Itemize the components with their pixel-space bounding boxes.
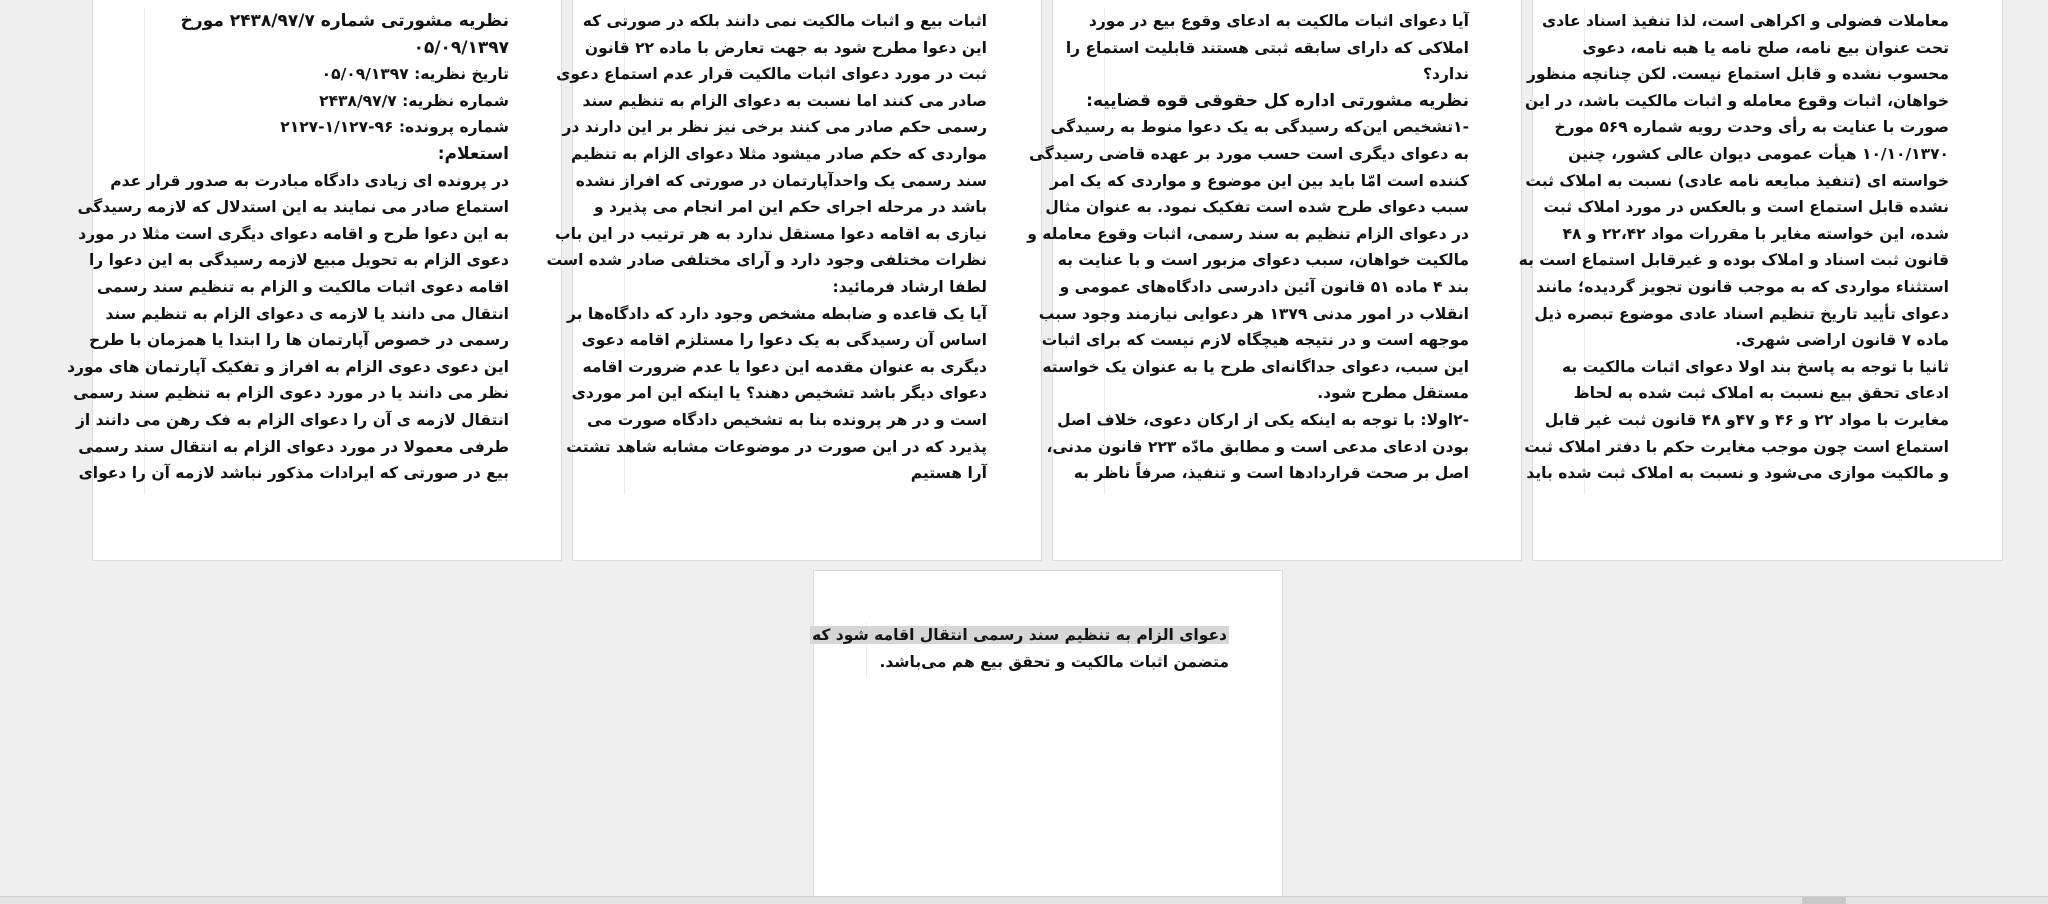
- text-line: نظریه مشورتی اداره کل حقوقی قوه قضاییه:: [1086, 90, 1469, 111]
- column-text-left: [67, 8, 509, 494]
- text-line: استعلام:: [437, 143, 509, 164]
- column-text-center-left: [546, 8, 987, 494]
- text-line: نظریه مشورتی شماره ۲۴۳۸/۹۷/۷ مورخ: [180, 11, 509, 31]
- search-result-snippet: [812, 622, 1229, 678]
- text-line: استماع صادر می نمایند به این استدلال که لازمه رسیدگی: [77, 198, 509, 217]
- text-line: صادر می کنند اما نسبت به دعوای الزام به تنظیم سند: [582, 91, 987, 110]
- text-line: در دعوای الزام تنظیم به سند رسمی، اثبات وقوع معامله و: [1027, 224, 1469, 243]
- text-line: اقامه دعوی اثبات مالکیت و الزام به تنظیم سند رسمی: [97, 277, 509, 296]
- text-line: شده، این خواسته مغایر با مقررات مواد ۲۲،۴۲ و ۴۸: [1562, 224, 1949, 243]
- text-line: املاکی که دارای سابقه ثبتی هستند قابلیت استماع را: [1065, 38, 1469, 57]
- text-line: شماره نظریه: ۲۴۳۸/۹۷/۷: [319, 91, 509, 110]
- text-line: آیا یک قاعده و ضابطه مشخص وجود دارد که دادگاه‌ها بر: [567, 304, 987, 323]
- text-line: بیع در صورتی که ایرادات مذکور نباشد لازمه آن را دعوای: [78, 464, 509, 483]
- text-line: این دعوا مطرح شود به جهت تعارض با ماده ۲۲ قانون: [584, 38, 987, 57]
- text-line: کننده است امّا باید بین این موضوع و مواردی که یک امر: [1049, 171, 1469, 190]
- text-line: این دعوی دعوی الزام به افراز و تفکیک آپارتمان های مورد: [67, 357, 509, 376]
- text-line: ۰۵/۰۹/۱۳۹۷: [413, 37, 509, 58]
- text-line: محسوب نشده و قابل استماع نیست. لکن چنانچه منظور: [1526, 65, 1949, 84]
- text-line: -۲اولا: با توجه به اینکه یکی از ارکان دعوی، خلاف اصل: [1057, 410, 1469, 429]
- text-line: اصل بر صحت قراردادها است و تنفیذ، صرفاً ناظر به: [1073, 464, 1469, 483]
- text-line: لطفا ارشاد فرمائید:: [832, 277, 987, 296]
- text-line: در پرونده ای زیادی دادگاه مبادرت به صدور قرار عدم: [110, 171, 509, 190]
- column-text-center-right: [1027, 8, 1469, 494]
- text-line: مواردی که حکم صادر میشود مثلا دعوای الزام به تنظیم: [571, 144, 987, 163]
- text-line: شماره پرونده: ۹۶-۱/۱۲۷-۲۱۲۷: [280, 118, 509, 137]
- scrollbar-thumb[interactable]: [1802, 897, 1846, 904]
- text-line: صورت با عنایت به رأی وحدت رویه شماره ۵۶۹ مورخ: [1554, 118, 1949, 137]
- text-line: دیگری به عنوان مقدمه این دعوا یا عدم ضرورت اقامه: [582, 357, 987, 376]
- text-line: ماده ۷ قانون اراضی شهری.: [1735, 331, 1949, 350]
- text-line: اساس آن رسیدگی به یک دعوا را مستلزم اقامه دعوی: [581, 331, 987, 350]
- text-line: دعوای تأیید تاریخ تنظیم اسناد عادی موضوع تبصره ذیل: [1534, 304, 1949, 323]
- text-line: رسمی حکم صادر می کنند برخی نیز نظر بر این دارند در: [562, 118, 987, 137]
- text-line: ثانیا با توجه به پاسخ بند اولا دعوای اثبات مالکیت به: [1561, 357, 1949, 376]
- text-line: آیا دعوای اثبات مالکیت به ادعای وقوع بیع در مورد: [1088, 12, 1469, 30]
- horizontal-scrollbar[interactable]: [0, 896, 2048, 904]
- text-line: نیازی به اقامه دعوا مستقل ندارد به هر ترتیب در این باب: [555, 224, 987, 243]
- text-line: رسمی در خصوص آپارتمان ها را ابتدا یا همزمان با طرح: [89, 331, 509, 350]
- text-line: و مالکیت موازی می‌شود و نسبت به املاک ثبت شده باید: [1526, 464, 1949, 483]
- text-line: دعوای دیگر باشد تشخیص دهند؟ یا اینکه این امر موردی: [571, 384, 987, 403]
- text-line: پذیرد که در این صورت در موضوعات مشابه شاهد تشتت: [566, 437, 987, 456]
- text-line: این سبب، دعوای جداگانه‌ای طرح یا به عنوان یک خواسته: [1042, 357, 1469, 376]
- text-line: ۱۰/۱۰/۱۳۷۰ هیأت عمومی دیوان عالی کشور، چنین: [1568, 144, 1949, 163]
- text-line: معاملات فضولی و اکراهی است، لذا تنفیذ اسناد عادی: [1541, 12, 1949, 30]
- text-line: مستقل مطرح شود.: [1317, 384, 1469, 403]
- text-line: قانون ثبت اسناد و املاک بوده و غیرقابل استماع است به: [1518, 251, 1949, 270]
- text-line: انقلاب در امور مدنی ۱۳۷۹ هر دعوایی نیازمند وجود سبب: [1038, 304, 1469, 323]
- text-line: ندارد؟: [1423, 65, 1469, 84]
- text-line: تاریخ نظریه: ۰۵/۰۹/۱۳۹۷: [321, 65, 509, 84]
- text-line: خواهان، اثبات وقوع معامله و اثبات مالکیت باشد، در این: [1524, 91, 1949, 110]
- text-line: بودن ادعای مدعی است و مطابق مادّه ۲۲۳ قانون مدنی،: [1046, 437, 1469, 456]
- text-line: سند رسمی یک واحدآپارتمان در صورتی که افراز نشده: [575, 171, 987, 190]
- text-line: موجهه است و در نتیجه هیچگاه لازم نیست که برای اثبات: [1041, 331, 1469, 350]
- text-line: سبب دعوای طرح شده است تفکیک نمود. به عنوان مثال: [1045, 198, 1469, 217]
- text-line: خواسته ای (تنفیذ مبایعه نامه عادی) نسبت به املاک ثبت: [1525, 171, 1949, 190]
- page-5: [813, 570, 1283, 900]
- text-line: است و در هر پرونده بنا به تشخیص دادگاه صورت می: [587, 410, 987, 429]
- text-line: ثبت در مورد دعوای اثبات مالکیت قرار عدم استماع دعوی: [556, 65, 987, 84]
- text-line: نشده قابل استماع است و بالعکس در مورد املاک ثبت: [1543, 198, 1949, 217]
- column-text-right: [1518, 8, 1949, 494]
- text-line: اثبات بیع و اثبات مالکیت نمی دانند بلکه در صورتی که: [582, 12, 987, 30]
- text-line: ادعای تحقق بیع نسبت به املاک ثبت شده به لحاظ: [1573, 384, 1949, 403]
- text-line: بند ۴ ماده ۵۱ قانون آئین دادرسی دادگاه‌های عمومی و: [1059, 277, 1469, 296]
- text-line: مالکیت خواهان، سبب دعوای مزبور است و با عنایت به: [1057, 251, 1469, 270]
- text-line: انتقال می دانند یا لازمه ی دعوای الزام به تنظیم سند: [105, 304, 509, 323]
- text-line: تحت عنوان بیع نامه، صلح نامه یا هبه نامه، دعوی: [1582, 38, 1949, 57]
- text-line: نظرات مختلفی وجود دارد و آرای مختلفی صادر شده است: [546, 251, 987, 270]
- text-line: به دعوای دیگری است حسب مورد بر عهده قاضی رسیدگی: [1029, 144, 1469, 163]
- text-line: طرفی معمولا در مورد دعوای الزام به انتقال سند رسمی: [78, 437, 509, 456]
- search-highlight[interactable]: دعوای الزام به تنظیم سند رسمی انتقال اقامه شود که: [812, 626, 1227, 644]
- snippet-line: متضمن اثبات مالکیت و تحقق بیع هم می‌باشد.: [879, 652, 1229, 671]
- text-line: مغایرت با مواد ۲۲ و ۴۶ و ۴۷و ۴۸ قانون ثبت غیر قابل: [1544, 410, 1949, 429]
- text-line: دعوی الزام به تحویل مبیع لازمه رسیدگی به این دعوا را: [88, 251, 509, 270]
- text-line: آرا هستیم: [910, 464, 987, 483]
- text-line: استماع است چون موجب مغایرت حکم با دفتر املاک ثبت: [1524, 437, 1949, 456]
- text-line: به این دعوا طرح و اقامه دعوای دیگری است مثلا در مورد: [78, 224, 509, 243]
- text-line: استثناء مواردی که به موجب قانون تجویز گردیده؛ مانند: [1536, 277, 1949, 296]
- text-line: نظر می دانند یا در مورد دعوی الزام به تنظیم سند رسمی: [73, 384, 509, 403]
- text-line: انتقال لازمه ی آن را دعوای الزام به فک رهن می دانند از: [75, 410, 509, 429]
- text-line: -۱تشخیص این‌که رسیدگی به یک دعوا منوط به رسیدگی: [1050, 118, 1469, 137]
- text-line: باشد در مرحله اجرای حکم این امر انجام می پذیرد و: [593, 198, 987, 217]
